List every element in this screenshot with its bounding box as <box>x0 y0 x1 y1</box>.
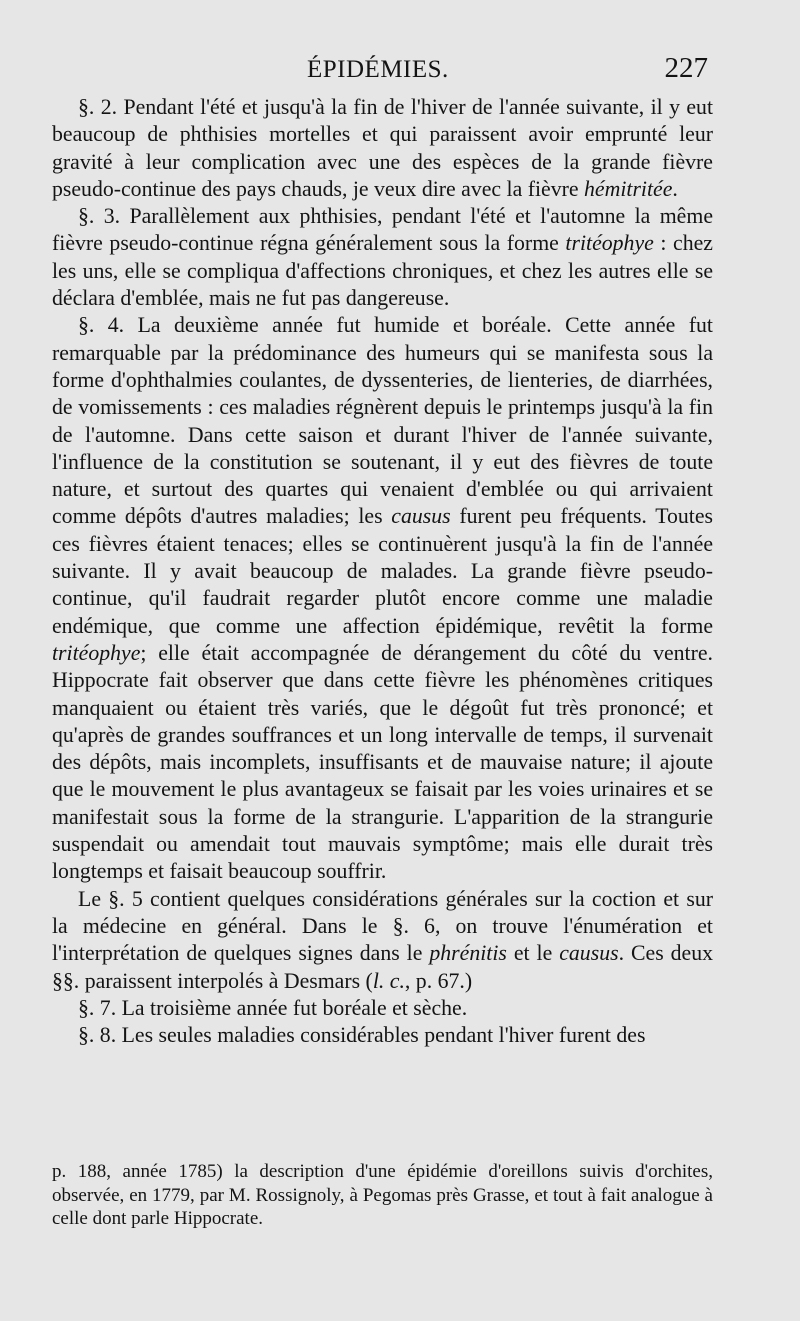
text-segment: ; elle était accompagnée de dérangement du côté du ventre. Hippocrate fait observer que dans cette fièvre les phénomènes critiques manquaient ou étaient très variés, que le dégoût fut très prononcé; et qu'après de grandes souffrances et un long intervalle de temps, il survenait des dépôts, mais incomplets, insuffisants et de mauvaise nature; il ajoute que le mouvement le plus avantageux se faisait par les voies urinaires et se manifestait sous la forme de la strangurie. L'apparition de la strangurie suspendait ou amendait tout mauvais symptôme; mais elle durait très longtemps et faisait beaucoup souffrir. <box>52 640 713 884</box>
footnote <box>52 1160 713 1231</box>
text-segment: §. 4. La deuxième année fut humide et boréale. Cette année fut remarquable par la prédominance des humeurs qui se manifesta sous la forme d'ophthalmies coulantes, de dyssenteries, de lienteries, de diarrhées, de vomissements : ces maladies régnèrent depuis le printemps jusqu'à la fin de l'automne. Dans cette saison et durant l'hiver de l'année suivante, l'influence de la constitution se soutenant, il y eut des fièvres de toute nature, et surtout des quartes qui venaient d'emblée ou qui arrivaient comme dépôts d'autres maladies; les <box>52 313 713 529</box>
text-segment: §. 8. Les seules maladies considérables pendant l'hiver furent des <box>78 1023 646 1048</box>
paragraph-3 <box>52 203 713 312</box>
italic-citation: l. c. <box>372 968 405 993</box>
paragraph-2 <box>52 94 713 203</box>
text-segment: §. 3. Parallèlement aux phthisies, pendant l'été et l'automne la même fièvre pseudo-continue régna généralement sous la forme <box>52 204 713 256</box>
text-segment: . <box>672 176 678 201</box>
body-text <box>52 94 713 1049</box>
text-segment: furent peu fréquents. Toutes ces fièvres étaient tenaces; elles se continuèrent jusqu'à la fin de l'année suivante. Il y avait beaucoup de malades. La grande fièvre pseudo-continue, qu'il faudrait regarder plutôt encore comme une maladie endémique, que comme une affection épidémique, revêtit la forme <box>52 504 714 638</box>
text-segment: §. 7. La troisième année fut boréale et sèche. <box>78 995 468 1020</box>
text-segment: : chez les uns, elle se compliqua d'affections chroniques, et chez les autres elle se déclara d'emblée, mais ne fut pas dangereuse. <box>52 231 713 311</box>
italic-term: tritéophye <box>52 640 141 665</box>
page-header <box>52 52 712 88</box>
italic-term: phrénitis <box>429 941 507 966</box>
text-segment: . Ces deux §§. paraissent interpolés à Desmars ( <box>52 941 714 993</box>
paragraph-4 <box>52 312 713 885</box>
text-segment: , p. 67.) <box>404 968 473 993</box>
page-number: 227 <box>664 52 708 84</box>
paragraph-8 <box>52 1022 713 1049</box>
italic-term: causus <box>559 941 619 966</box>
paragraph-7 <box>52 995 713 1022</box>
paragraph-5-6 <box>52 886 713 995</box>
italic-term: hémitritée <box>584 176 673 201</box>
italic-term: tritéophye <box>565 231 654 256</box>
italic-term: causus <box>391 504 451 529</box>
text-segment: et le <box>506 941 560 966</box>
footnote-text: p. 188, année 1785) la description d'une épidémie d'oreillons suivis d'orchites, observée, en 1779, par M. Rossignoly, à Pegomas près Grasse, et tout à fait analogue à celle dont parle Hippocrate. <box>52 1161 713 1229</box>
text-segment: §. 2. Pendant l'été et jusqu'à la fin de l'hiver de l'année suivante, il y eut beaucoup de phthisies mortelles et qui paraissent avoir emprunté leur gravité à leur complication avec une des espèces de la grande fièvre pseudo-continue des pays chauds, je veux dire avec la fièvre <box>52 95 713 201</box>
running-title: ÉPIDÉMIES. <box>307 56 449 83</box>
text-segment: Le §. 5 contient quelques considérations générales sur la coction et sur la médecine en général. Dans le §. 6, on trouve l'énumération et l'interprétation de quelques signes dans le <box>52 886 713 966</box>
